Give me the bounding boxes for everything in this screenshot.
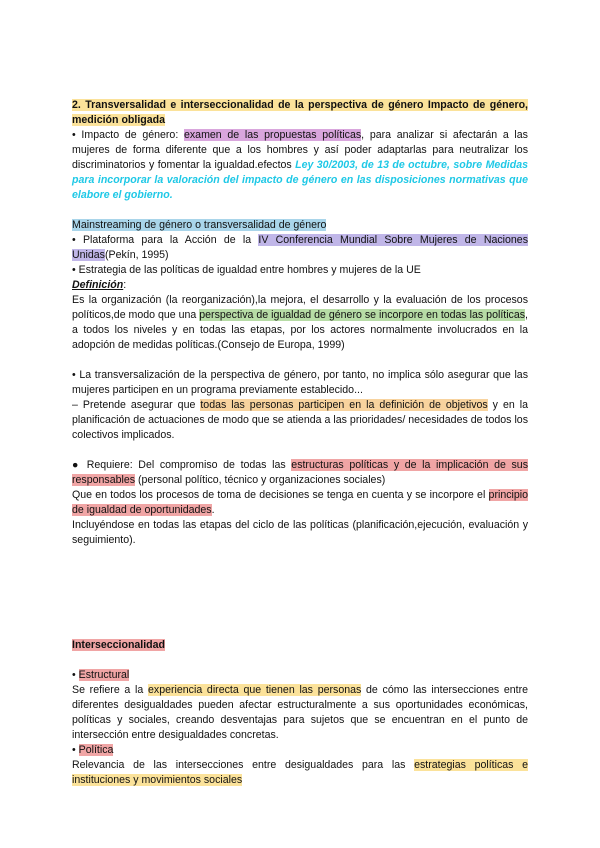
plataforma-lead: • Plataforma para la Acción de la [72, 234, 259, 246]
politica-bullet [72, 743, 528, 758]
estructural-lead: Se refiere a la [72, 684, 149, 696]
requiere-lead: ● Requiere: Del compromiso de todas las [72, 459, 292, 471]
pretende-paragraph [72, 398, 528, 443]
interseccionalidad-heading [72, 638, 528, 653]
estructural-label: Estructural [78, 669, 130, 681]
decisiones-paragraph [72, 488, 528, 518]
impacto-highlight: examen de las propuestas políticas [183, 129, 362, 141]
politica-bullet-mark: • [72, 744, 79, 756]
section-title-text: 2. Transversalidad e interseccionalidad de la perspectiva de género Impacto de género, medición obligada [72, 99, 528, 126]
estructural-paragraph [72, 683, 528, 743]
plataforma-bullet [72, 233, 528, 263]
ciclo-paragraph: Incluyéndose en todas las etapas del ciclo de las políticas (planificación,ejecución, evaluación y seguimiento). [72, 519, 528, 546]
conferencia-highlight: IV Conferencia Mundial Sobre Mujeres de Naciones Unidas [72, 234, 528, 261]
impacto-body: , para analizar si afectarán a las mujeres de forma diferente que a los hombres y así poder adaptarlas para neutralizar los discriminatorios y fomentar la igualdad.efectos [72, 129, 528, 171]
definicion-tail: , a todos los niveles y en todas las etapas, por los actores normalmente involucrados en la adopción de medidas políticas.(Consejo de Europa, 1999) [72, 309, 528, 351]
definicion-label-line [72, 278, 528, 293]
pretende-highlight: todas las personas participen en la definición de objetivos [200, 399, 488, 411]
transversalizacion-paragraph: • La transversalización de la perspectiva de género, por tanto, no implica sólo asegurar que las mujeres participen en un programa previamente establecido... [72, 369, 528, 396]
spacer [72, 443, 528, 458]
spacer [72, 653, 528, 668]
plataforma-tail: (Pekín, 1995) [104, 249, 169, 261]
igualdad-highlight: principio de igualdad de oportunidades [72, 489, 528, 516]
politica-label: Política [78, 744, 114, 756]
politica-lead: Relevancia de las intersecciones entre desigualdades para las [72, 759, 415, 771]
requiere-paragraph [72, 458, 528, 488]
law-reference: Ley 30/2003, de 13 de octubre, sobre Medidas para incorporar la valoración del impacto de género en las disposiciones normativas que elabore el gobierno. [72, 159, 528, 201]
impacto-paragraph [72, 128, 528, 203]
estructural-tail: de cómo las intersecciones entre diferentes desigualdades pueden afectar estructuralmente a sus oportunidades económicas, políticas y sociales, creando desventajas para sujetos que se encuentran en el punto de intersección entre desigualdades concretas. [72, 684, 529, 741]
estrategia-bullet: • Estrategia de las políticas de igualdad entre hombres y mujeres de la UE [72, 264, 421, 276]
decisiones-lead: Que en todos los procesos de toma de decisiones se tenga en cuenta y se incorpore el [72, 489, 489, 501]
definicion-colon: : [123, 279, 127, 291]
spacer [72, 203, 528, 218]
requiere-tail: (personal político, técnico y organizaciones sociales) [135, 474, 386, 486]
definicion-paragraph [72, 293, 528, 353]
pretende-lead: – Pretende asegurar que [72, 399, 201, 411]
estructural-bullet [72, 668, 528, 683]
definicion-label: Definición [72, 279, 124, 291]
mainstreaming-heading [72, 218, 528, 233]
mainstreaming-heading-text: Mainstreaming de género o transversalidad de género [72, 219, 327, 231]
definicion-lead: Es la organización (la reorganización),la mejora, el desarrollo y la evaluación de los procesos políticos,de modo que una [72, 294, 528, 321]
interseccionalidad-heading-text: Interseccionalidad [72, 639, 166, 651]
spacer [72, 548, 528, 638]
politica-paragraph [72, 758, 528, 788]
spacer [72, 353, 528, 368]
estructural-highlight: experiencia directa que tienen las personas [148, 684, 362, 696]
decisiones-tail: . [211, 504, 215, 516]
politica-highlight: estrategias políticas e instituciones y movimientos sociales [72, 759, 529, 786]
section-title [72, 98, 528, 128]
pretende-tail: y en la planificación de actuaciones de modo que se atienda a las prioridades/ necesidades de todos los colectivos implicados. [72, 399, 528, 441]
requiere-highlight: estructuras políticas y de la implicación de sus responsables [72, 459, 528, 486]
impacto-lead: • Impacto de género: [72, 129, 184, 141]
estructural-bullet-mark: • [72, 669, 79, 681]
definicion-highlight: perspectiva de igualdad de género se incorpore en todas las políticas [199, 309, 526, 321]
